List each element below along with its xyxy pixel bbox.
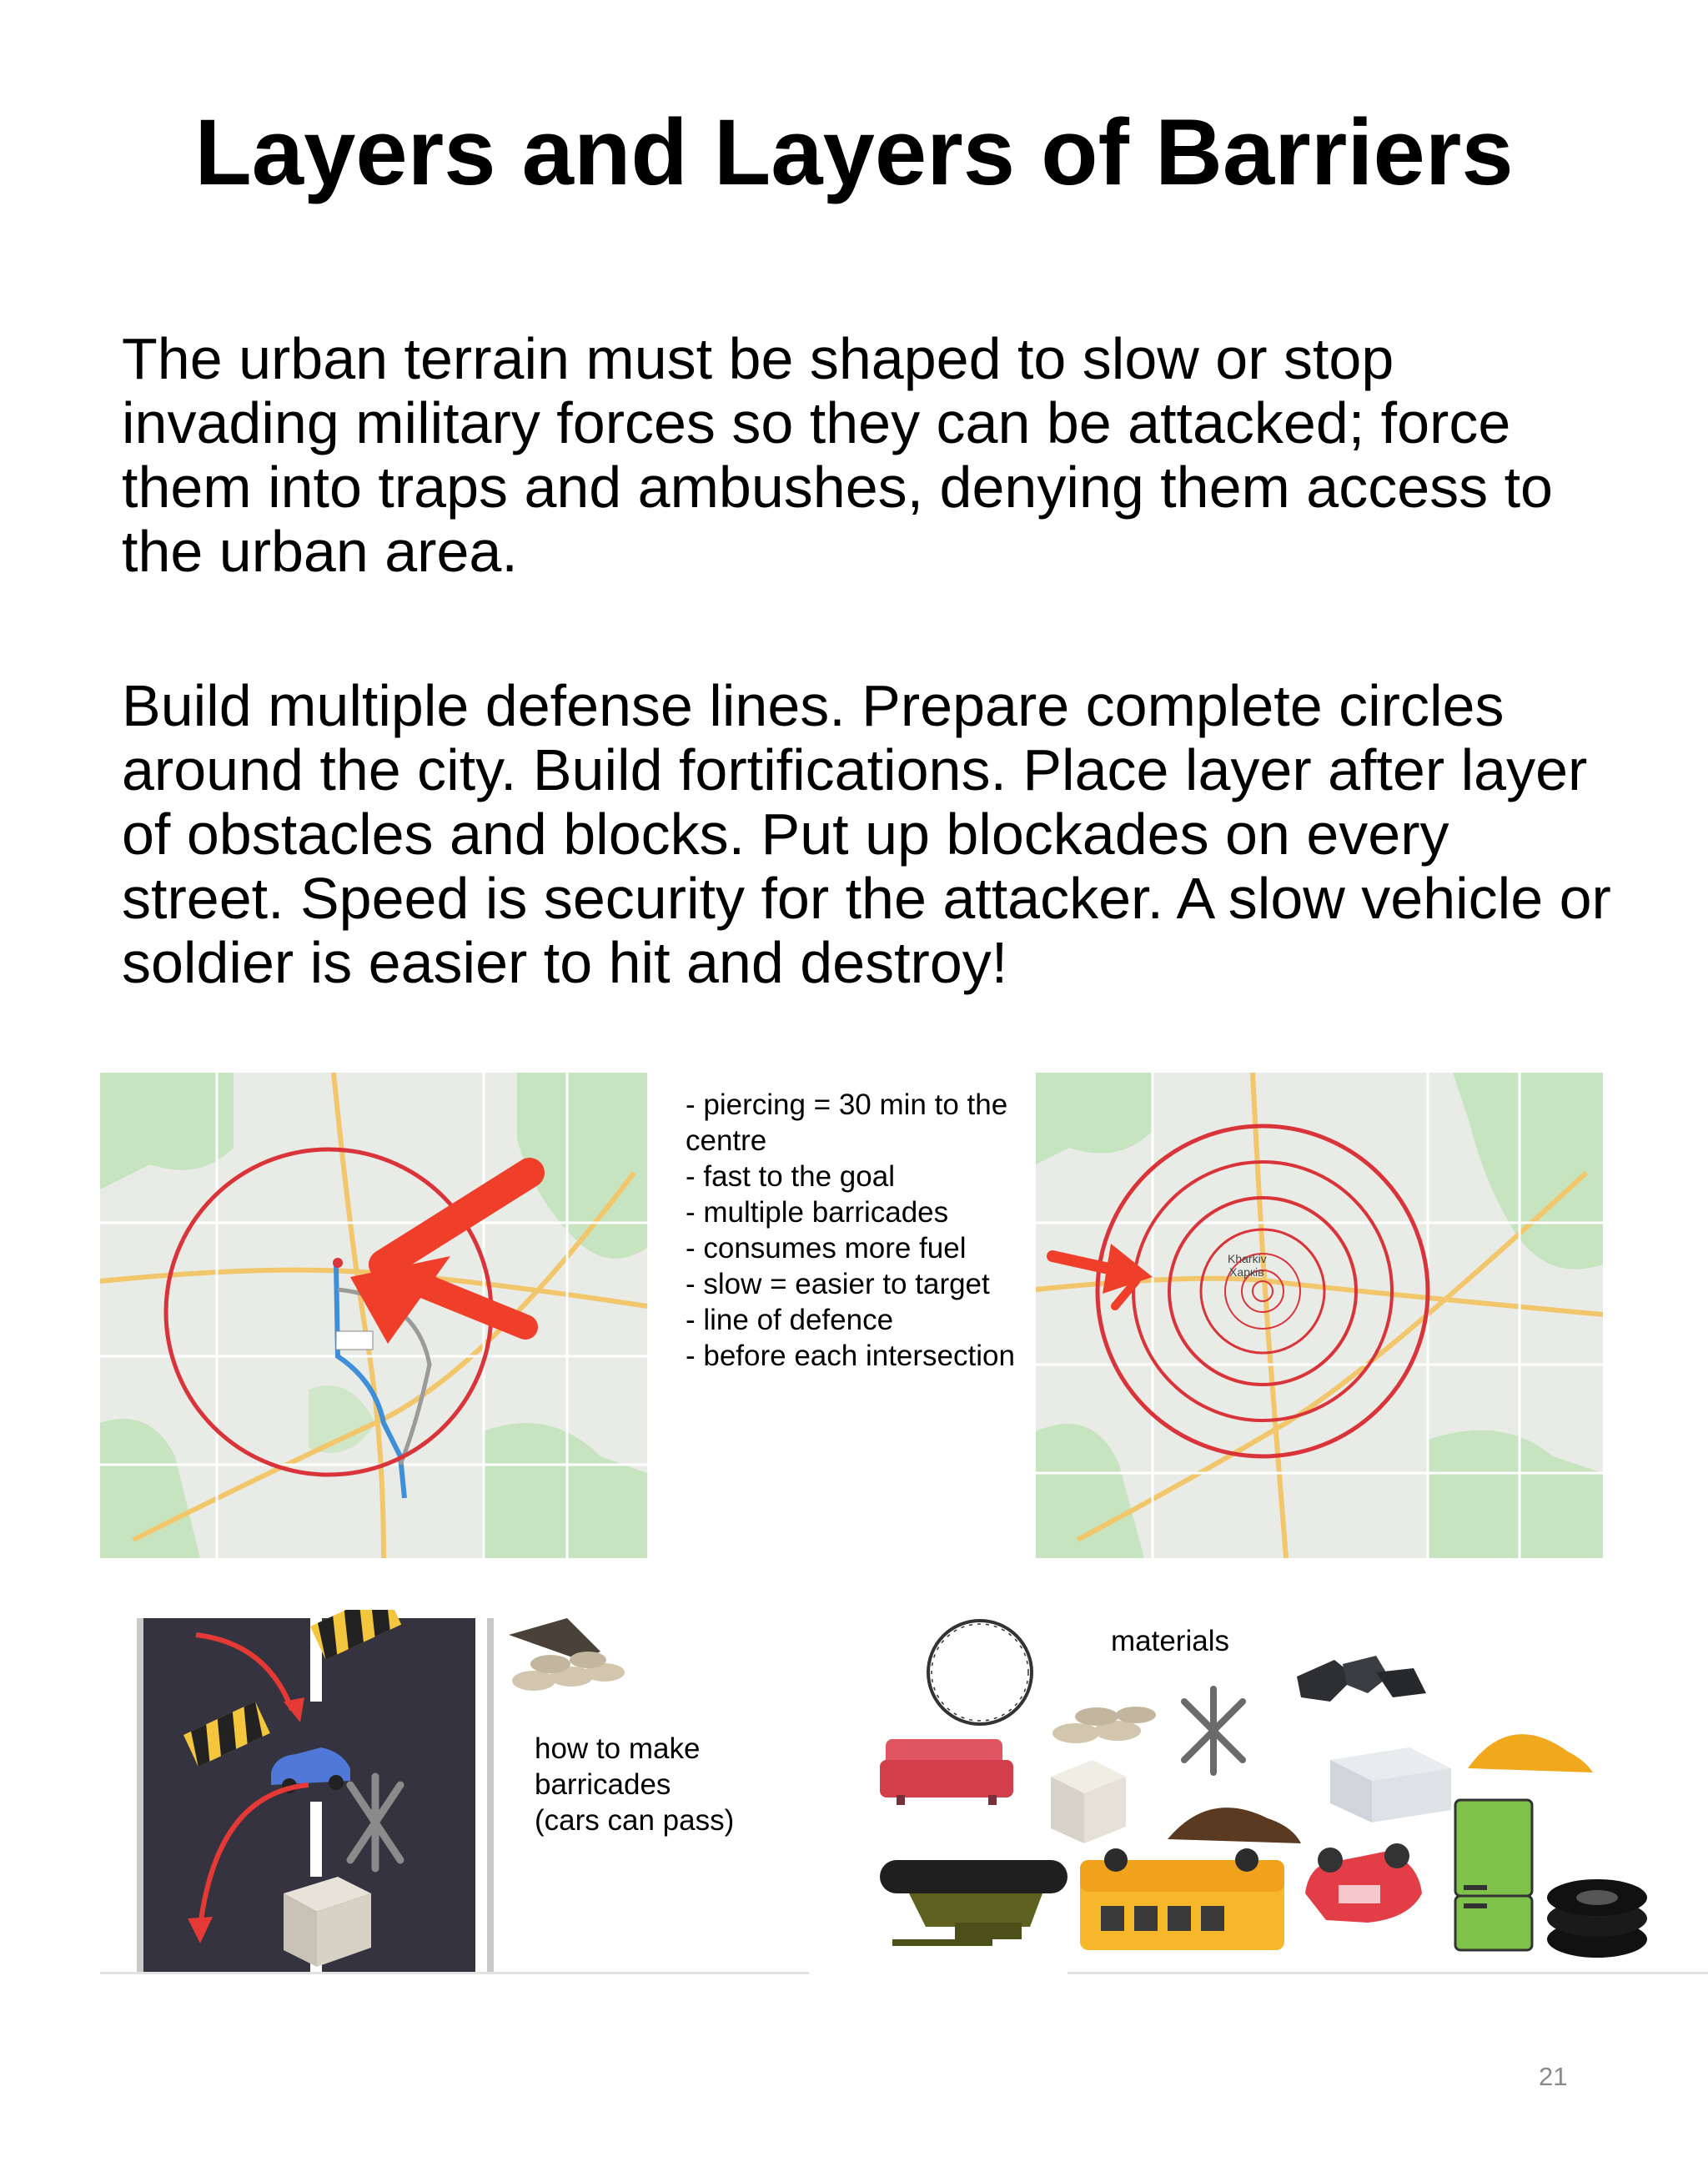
materials-label: materials bbox=[1111, 1625, 1229, 1657]
caption-line: how to make bbox=[535, 1732, 701, 1765]
city-label-cyrillic: Харків bbox=[1229, 1265, 1264, 1279]
caption-line: barricades bbox=[535, 1768, 671, 1801]
car-icon bbox=[1305, 1843, 1422, 1923]
note-item: - multiple barricades bbox=[686, 1196, 949, 1229]
note-item: - consumes more fuel bbox=[686, 1232, 967, 1264]
sofa-icon bbox=[880, 1739, 1013, 1805]
sand-pile-icon bbox=[1468, 1734, 1593, 1772]
barricade-caption bbox=[535, 1731, 734, 1838]
note-item: - fast to the goal bbox=[686, 1160, 895, 1193]
city-label: Kharkiv bbox=[1228, 1252, 1267, 1265]
tank-icon bbox=[880, 1860, 1068, 1946]
dirt-pile-icon bbox=[1168, 1807, 1301, 1843]
note-item: centre bbox=[686, 1124, 767, 1157]
map-left bbox=[100, 1073, 647, 1558]
sandbags-icon bbox=[509, 1618, 625, 1691]
notes-list bbox=[686, 1087, 1036, 1374]
bus-icon bbox=[1080, 1848, 1284, 1950]
materials-illustration bbox=[876, 1610, 1708, 1977]
note-item: - before each intersection bbox=[686, 1340, 1015, 1372]
coal-icon bbox=[1297, 1656, 1426, 1702]
sandbags-icon bbox=[1052, 1707, 1156, 1743]
barbed-wire-icon bbox=[928, 1621, 1032, 1724]
page-number: 21 bbox=[1539, 2062, 1568, 2091]
fridge-icon bbox=[1455, 1800, 1532, 1950]
page-title: Layers and Layers of Barriers bbox=[194, 100, 1514, 204]
freezer-icon bbox=[1330, 1747, 1451, 1823]
tires-icon bbox=[1547, 1879, 1647, 1958]
concrete-block-icon bbox=[1051, 1760, 1126, 1843]
paragraph-defense-lines: Build multiple defense lines. Prepare complete circles around the city. Build fortifications. Place layer after layer of obstacles and blocks. Put up blockades on every street. Speed is security for the attacker. A slow vehicle or soldier is easier to hit and destroy! bbox=[122, 673, 1611, 995]
paragraph-intro: The urban terrain must be shaped to slow or stop invading military forces so they can be attacked; force them into traps and ambushes, denying them access to the urban area. bbox=[122, 326, 1553, 584]
caption-line: (cars can pass) bbox=[535, 1804, 735, 1837]
note-item: - slow = easier to target bbox=[686, 1268, 990, 1300]
note-item: - line of defence bbox=[686, 1304, 894, 1336]
map-right bbox=[1036, 1073, 1603, 1558]
hedgehog-icon bbox=[1184, 1689, 1243, 1772]
note-item: - piercing = 30 min to the bbox=[686, 1088, 1008, 1121]
